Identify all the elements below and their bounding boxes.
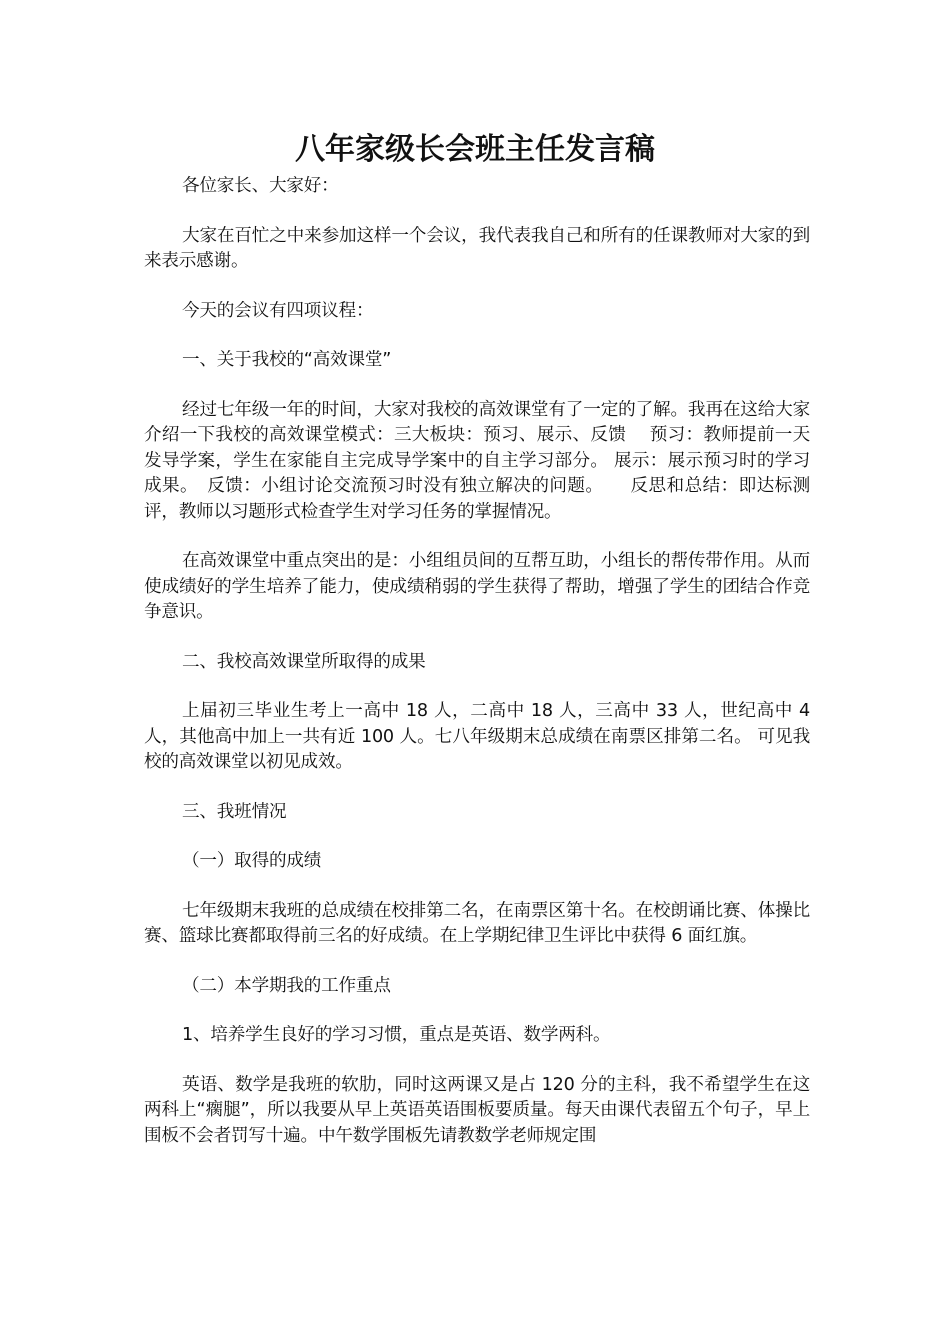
- subsection-heading: （一）取得的成绩: [182, 851, 322, 871]
- paragraph: 大家在百忙之中来参加这样一个会议，我代表我自己和所有的任课教师对大家的到来表示感谢。: [144, 225, 810, 271]
- paragraph: 英语、数学是我班的软肋，同时这两课又是占 120 分的主科，我不希望学生在这两科上“瘸腿”，所以我要从早上英语英语围板要质量。每天由课代表留五个句子，早上围板不会者罚写十遍。中午数学围板先请教数学老师规定围: [144, 1074, 810, 1146]
- document-title: 八年家级长会班主任发言稿: [295, 132, 655, 167]
- paragraph: 经过七年级一年的时间，大家对我校的高效课堂有了一定的了解。我再在这给大家介绍一下我校的高效课堂模式：三大板块：预习、展示、反馈 预习：教师提前一天发导学案，学生在家能自主完成导学案中的自主学习部分。 展示：展示预习时的学习成果。 反馈：小组讨论交流预习时没有独立解决的问题。 反思和总结：即达标测评，教师以习题形式检查学生对学习任务的掌握情况。: [144, 399, 810, 522]
- paragraph: 1、培养学生良好的学习习惯，重点是英语、数学两科。: [182, 1025, 611, 1045]
- section-heading: 三、我班情况: [182, 801, 287, 822]
- section-heading: 二、我校高效课堂所取得的成果: [182, 651, 426, 672]
- paragraph: 今天的会议有四项议程：: [182, 300, 374, 321]
- paragraph: 七年级期末我班的总成绩在校排第二名，在南票区第十名。在校朗诵比赛、体操比赛、篮球比赛都取得前三名的好成绩。在上学期纪律卫生评比中获得 6 面红旗。: [144, 900, 810, 946]
- subsection-heading: （二）本学期我的工作重点: [182, 975, 391, 996]
- paragraph: 各位家长、大家好：: [182, 176, 339, 196]
- paragraph: 上届初三毕业生考上一高中 18 人，二高中 18 人，三高中 33 人，世纪高中 4 人，其他高中加上一共有近 100 人。七八年级期末总成绩在南票区排第二名。 可见我校的高效课堂以初见成效。: [144, 701, 810, 772]
- document-body: [144, 174, 810, 1149]
- section-heading: 一、关于我校的“高效课堂”: [182, 350, 392, 370]
- paragraph: 在高效课堂中重点突出的是：小组组员间的互帮互助，小组长的帮传带作用。从而使成绩好的学生培养了能力，使成绩稍弱的学生获得了帮助，增强了学生的团结合作竞争意识。: [144, 551, 810, 622]
